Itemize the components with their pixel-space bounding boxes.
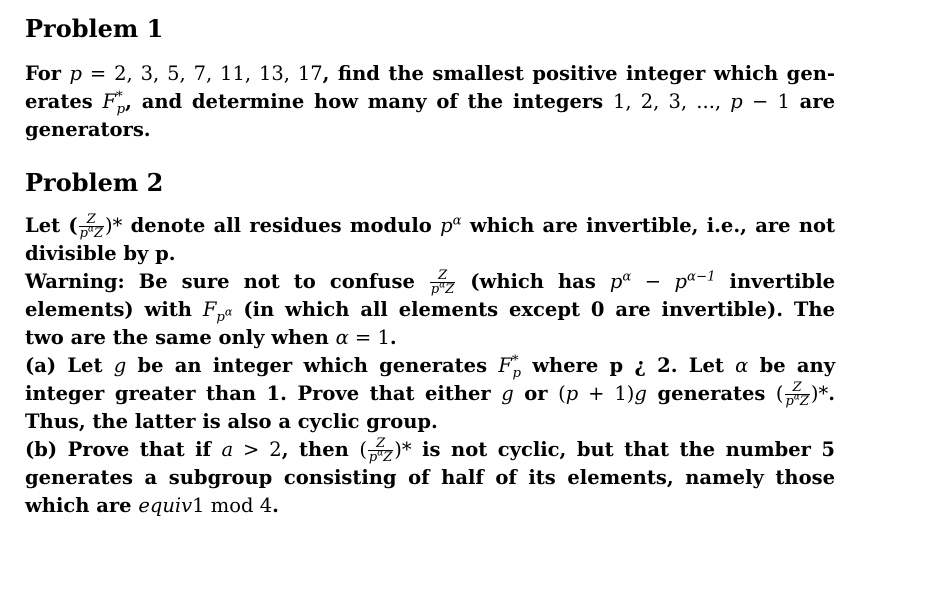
p-values: p <box>69 62 83 85</box>
range-expr: 1, 2, 3, ..., p − 1 <box>612 90 790 113</box>
alpha-eq-rest: = 1 <box>348 326 390 349</box>
f-symbol: F <box>102 90 117 113</box>
mod-4: 1 mod 4 <box>192 494 273 517</box>
count-expr: $p^\alpha - p^{\alpha-1}$ <box>609 269 716 293</box>
p-plus-1-g: (p + 1)g <box>558 382 647 405</box>
p1-text-a: , find the smallest positive integer which gen-erates <box>25 62 835 113</box>
warning-a: Warning: Be sure not to confuse <box>25 270 429 293</box>
part-b-e: . <box>272 494 279 517</box>
part-a-b: be an integer which generates <box>126 354 499 377</box>
warning-d: (in which all elements except 0 are invertible). The two are the same only when <box>25 298 836 349</box>
fraction-z-over-paz-2: $\frac{Z}{p^\alpha Z}$ <box>430 268 455 297</box>
p2-line1-text: denote all residues modulo <box>122 214 441 237</box>
p-values-rest: = 2, 3, 5, 7, 11, 13, 17 <box>82 62 323 85</box>
f-p-alpha: $F_{p^\alpha}$ <box>202 298 233 325</box>
part-a-a: (a) Let <box>25 354 114 377</box>
alpha-symbol: α <box>735 354 749 377</box>
p2-line1-end: which are invertible, i.e., are not divisible by p. <box>25 214 836 265</box>
warning-c: invertible elements) with <box>25 270 836 321</box>
close-star: )* <box>105 214 123 237</box>
document-page <box>25 12 835 520</box>
f-sub-p: p <box>116 101 126 117</box>
f-p-star-sup: * <box>511 353 519 369</box>
p-alpha: $p^\alpha$ <box>440 213 462 237</box>
p1-lead: For <box>25 62 70 85</box>
fraction-z-over-paz: $\frac{Z}{p^\alpha Z}$ <box>79 212 103 241</box>
problem-2-heading: Problem 2 <box>25 168 164 197</box>
alpha-eq: α <box>335 326 349 349</box>
p1-text-b: , and determine how many of the integers <box>125 90 613 113</box>
part-a-g: . Thus, the latter is also a cyclic group. <box>25 382 836 433</box>
warning-b: (which has <box>456 270 610 293</box>
f-star: * <box>116 89 123 105</box>
part-a-c: where p ¿ 2. Let <box>520 354 736 377</box>
open-paren: ( <box>775 382 784 405</box>
g-symbol-2: g <box>501 382 514 405</box>
problem-1-text <box>25 60 835 144</box>
part-a-f: generates <box>646 382 776 405</box>
part-a-e: or <box>513 382 559 405</box>
close-star-3: )* <box>394 438 412 461</box>
open-paren-2: ( <box>359 438 367 461</box>
p2-let: Let ( <box>25 214 78 237</box>
g-symbol: g <box>113 354 127 377</box>
part-a-d: be any integer greater than 1. Prove that either <box>25 354 836 405</box>
f-p-star-sub: p <box>512 365 521 381</box>
fraction-z-over-paz-4: $\frac{Z}{p^\alpha Z}$ <box>368 436 393 465</box>
equiv-text: equiv <box>138 494 193 517</box>
p1-text-c: are generators. <box>25 90 835 141</box>
problem-2-text <box>25 212 835 520</box>
fraction-z-over-paz-3: $\frac{Z}{p^\alpha Z}$ <box>785 380 809 409</box>
f-p-star: F <box>498 354 512 377</box>
close-star-2: )* <box>810 382 829 405</box>
warning-e: . <box>389 326 397 349</box>
part-b-b: , then <box>281 438 360 461</box>
problem-1-heading: Problem 1 <box>25 14 164 43</box>
part-b-c: is not cyclic, but that the number 5 generates a subgroup consisting of half of its elements, namely those which are <box>25 438 835 517</box>
a-gt-2-rest: > 2 <box>233 438 282 461</box>
part-b-a: (b) Prove that if <box>25 438 222 461</box>
a-gt-2: a <box>221 438 234 461</box>
